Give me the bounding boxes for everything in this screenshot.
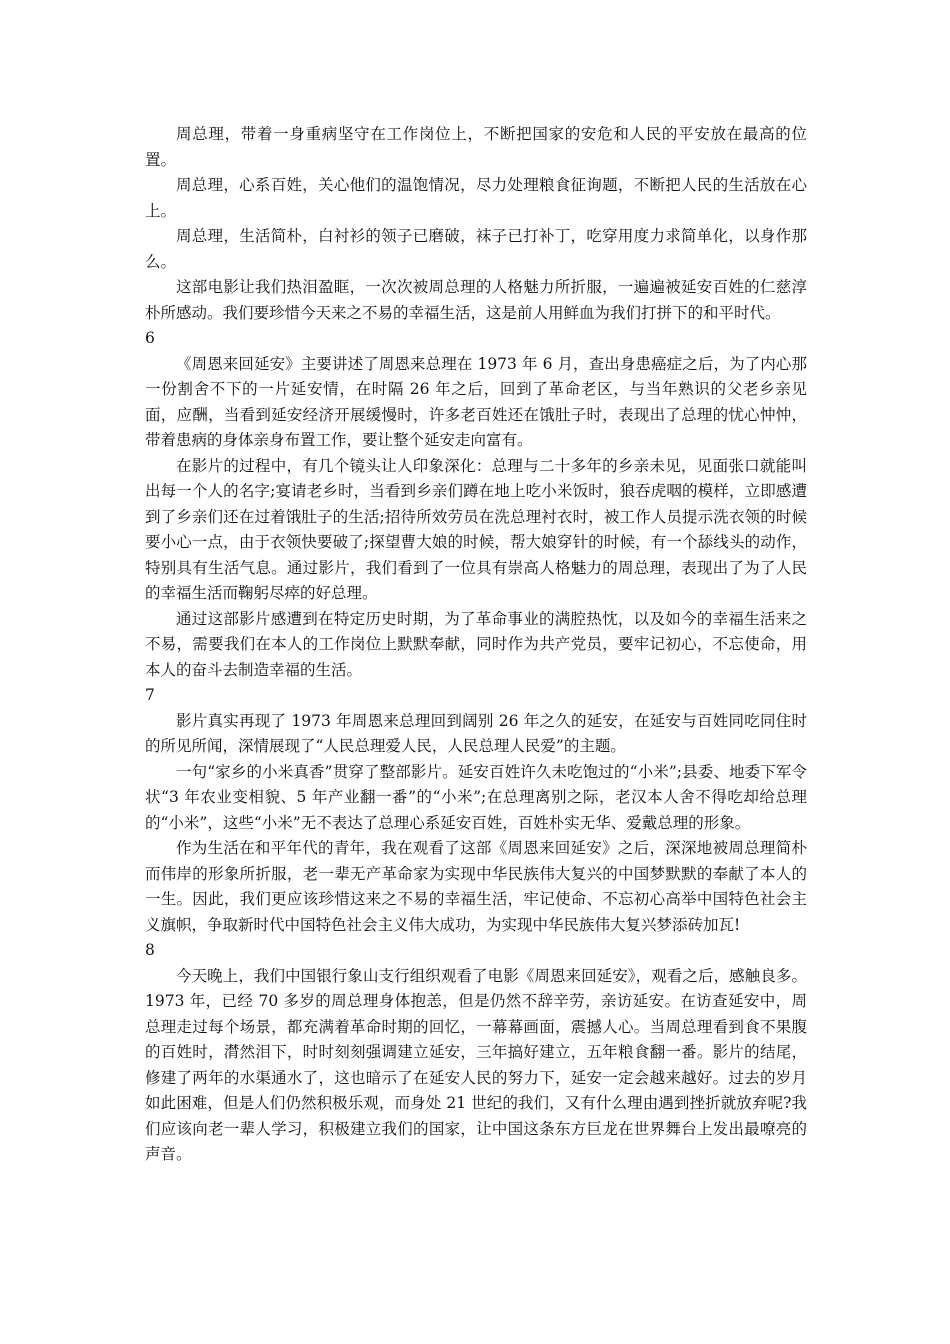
paragraph: 周总理，带着一身重病坚守在工作岗位上，不断把国家的安危和人民的平安放在最高的位置。 [145,125,807,169]
paragraph: 周总理，心系百姓，关心他们的温饱情况，尽力处理粮食征询题，不断把人民的生活放在心上。 [145,176,807,220]
paragraph: 一句“家乡的小米真香”贯穿了整部影片。延安百姓许久未吃饱过的“小米”;县委、地委下军令状“3 年农业变相貌、5 年产业翻一番”的“小米”;在总理离别之际，老汉本人舍不得吃却给总理的“小米”，这些“小米”无不表达了总理心系延安百姓，百姓朴实无华、爱戴总理的形象。 [145,762,807,832]
document-page [145,122,807,1168]
section-number: 8 [145,941,155,959]
paragraph: 通过这部影片感遭到在特定历史时期，为了革命事业的满腔热忱，以及如今的幸福生活来之不易，需要我们在本人的工作岗位上默默奉献，同时作为共产党员，要牢记初心，不忘使命，用本人的奋斗去制造幸福的生活。 [145,609,807,679]
paragraph: 《周恩来回延安》主要讲述了周恩来总理在 1973 年 6 月，查出身患癌症之后，为了内心那一份割舍不下的一片延安情，在时隔 26 年之后，回到了革命老区，与当年熟识的父老乡亲见面，应酬，当看到延安经济开展缓慢时，许多老百姓还在饿肚子时，表现出了总理的忧心忡忡，带着患病的身体亲身布置工作，要让整个延安走向富有。 [145,354,807,449]
paragraph: 今天晚上，我们中国银行象山支行组织观看了电影《周恩来回延安》，观看之后，感触良多。1973 年，已经 70 多岁的周总理身体抱恙，但是仍然不辞辛劳，亲访延安。在访查延安中，周总理走过每个场景，都充满着革命时期的回忆，一幕幕画面，震撼人心。当周总理看到食不果腹的百姓时，潸然泪下，时时刻刻强调建立延安，三年搞好建立，五年粮食翻一番。影片的结尾，修建了两年的水渠通水了，这也暗示了在延安人民的努力下，延安一定会越来越好。过去的岁月如此困难，但是人们仍然积极乐观，而身处 21 世纪的我们，又有什么理由遇到挫折就放弃呢?我们应该向老一辈人学习，积极建立我们的国家，让中国这条东方巨龙在世界舞台上发出最嘹亮的声音。 [145,966,807,1163]
paragraph: 这部电影让我们热泪盈眶，一次次被周总理的人格魅力所折服，一遍遍被延安百姓的仁慈淳朴所感动。我们要珍惜今天来之不易的幸福生活，这是前人用鲜血为我们打拼下的和平时代。 [145,278,807,322]
section-number: 6 [145,329,155,347]
paragraph: 在影片的过程中，有几个镜头让人印象深化：总理与二十多年的乡亲未见，见面张口就能叫出每一个人的名字;宴请老乡时，当看到乡亲们蹲在地上吃小米饭时，狼吞虎咽的模样，立即感遭到了乡亲们还在过着饿肚子的生活;招待所效劳员在洗总理衬衣时，被工作人员提示洗衣领的时候要小心一点，由于衣领快要破了;探望曹大娘的时候，帮大娘穿针的时候，有一个舔线头的动作，特别具有生活气息。通过影片，我们看到了一位具有崇高人格魅力的周总理，表现出了为了人民的幸福生活而鞠躬尽瘁的好总理。 [145,456,807,602]
paragraph: 作为生活在和平年代的青年，我在观看了这部《周恩来回延安》之后，深深地被周总理简朴而伟岸的形象所折服，老一辈无产革命家为实现中华民族伟大复兴的中国梦默默的奉献了本人的一生。因此，我们更应该珍惜这来之不易的幸福生活，牢记使命、不忘初心高举中国特色社会主义旗帜，争取新时代中国特色社会主义伟大成功，为实现中华民族伟大复兴梦添砖加瓦! [145,839,807,934]
paragraph: 影片真实再现了 1973 年周恩来总理回到阔别 26 年之久的延安，在延安与百姓同吃同住时的所见所闻，深情展现了“人民总理爱人民，人民总理人民爱”的主题。 [145,711,807,755]
paragraph: 周总理，生活简朴，白衬衫的领子已磨破，袜子已打补丁，吃穿用度力求简单化，以身作那么。 [145,227,807,271]
section-number: 7 [145,686,155,704]
